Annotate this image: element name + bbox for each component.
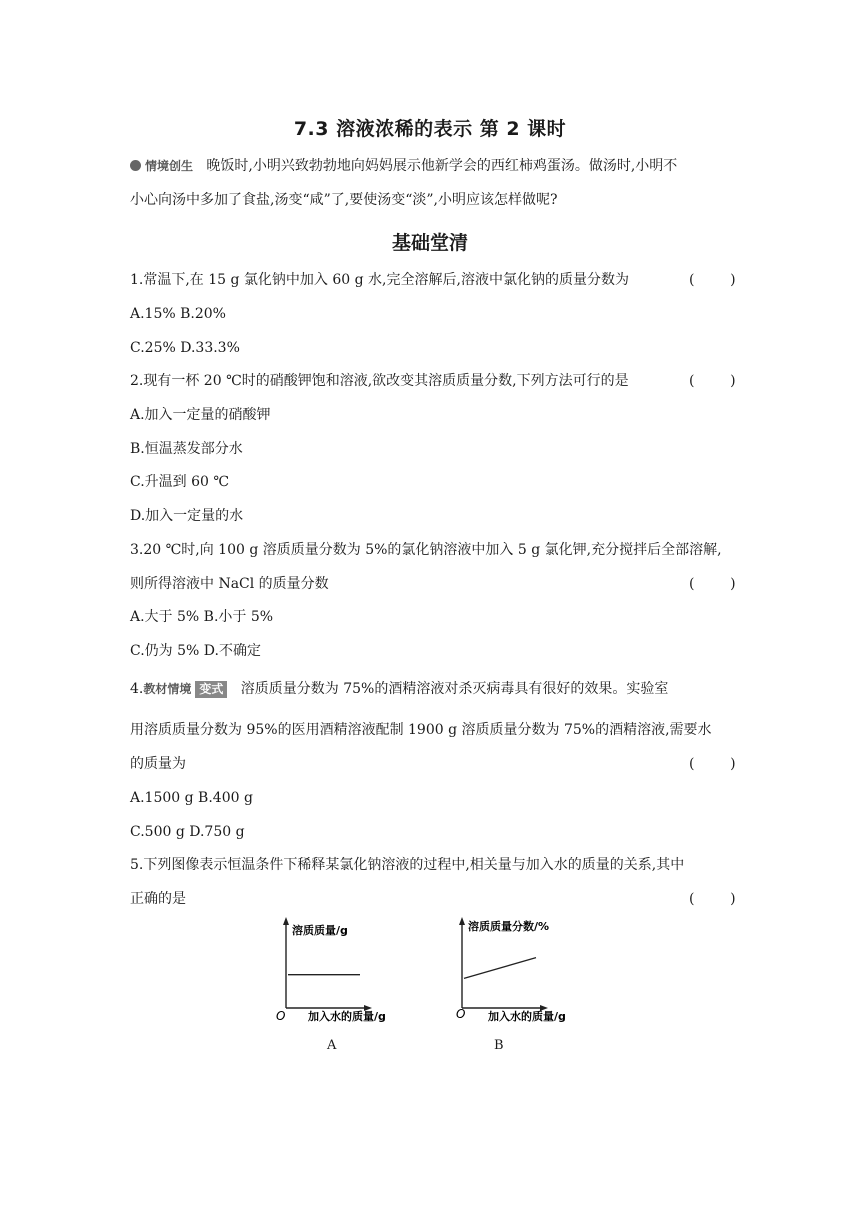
q4-badge-variant: 变式 xyxy=(195,681,227,698)
chart-b-origin: O xyxy=(456,1007,466,1021)
page-title: 7.3 溶液浓稀的表示 第 2 课时 xyxy=(293,118,567,140)
chart-a-caption: A xyxy=(327,1038,337,1053)
section-title: 基础堂清 xyxy=(391,232,468,254)
chart-a-y-arrow-icon xyxy=(283,917,289,925)
q5-stem-1: 5.下列图像表示恒温条件下稀释某氯化钠溶液的过程中,相关量与加入水的质量的关系,其中 xyxy=(130,857,685,873)
q4-stem-3: 的质量为 xyxy=(130,756,186,772)
intro-line-2: 小心向汤中多加了食盐,汤变“咸”了,要使汤变“淡”,小明应该怎样做呢? xyxy=(130,192,558,208)
q2-answer-blank: ( ) xyxy=(689,373,736,389)
q3-options-1: A.大于 5% B.小于 5% xyxy=(130,609,274,625)
q5-stem-2: 正确的是 xyxy=(130,891,186,907)
q4-stem-1 xyxy=(130,679,668,699)
q1-answer-blank: ( ) xyxy=(689,272,736,288)
q1-stem: 1.常温下,在 15 g 氯化钠中加入 60 g 水,完全溶解后,溶液中氯化钠的质量分数为 xyxy=(130,272,629,288)
q4-options-2: C.500 g D.750 g xyxy=(130,824,245,840)
chart-b-y-arrow-icon xyxy=(459,917,465,925)
chart-b xyxy=(452,914,582,1026)
q2-option-a: A.加入一定量的硝酸钾 xyxy=(130,407,271,423)
q1-options-2: C.25% D.33.3% xyxy=(130,340,240,356)
intro-line-1 xyxy=(130,156,677,176)
intro-badge-label: 情境创生 xyxy=(145,158,194,173)
q3-stem-2: 则所得溶液中 NaCl 的质量分数 xyxy=(130,576,329,592)
q4-text-1: 溶质质量分数为 75%的酒精溶液对杀灭病毒具有很好的效果。实验室 xyxy=(240,681,669,697)
q4-number: 4. xyxy=(130,681,144,697)
q4-options-1: A.1500 g B.400 g xyxy=(130,790,253,806)
intro-text-1: 晚饭时,小明兴致勃勃地向妈妈展示他新学会的西红柿鸡蛋汤。做汤时,小明不 xyxy=(206,158,678,174)
q4-badge xyxy=(143,681,227,698)
q2-stem: 2.现有一杯 20 ℃时的硝酸钾饱和溶液,欲改变其溶质质量分数,下列方法可行的是 xyxy=(130,373,629,389)
q1-options-1: A.15% B.20% xyxy=(130,306,226,322)
chart-b-xlabel: 加入水的质量/g xyxy=(488,1010,566,1023)
chart-b-series-line xyxy=(464,958,536,979)
q2-option-d: D.加入一定量的水 xyxy=(130,508,244,524)
chart-a-xlabel: 加入水的质量/g xyxy=(308,1010,386,1023)
intro-badge xyxy=(130,158,193,175)
lightbulb-icon xyxy=(130,160,141,171)
q3-stem-1: 3.20 ℃时,向 100 g 溶质质量分数为 5%的氯化钠溶液中加入 5 g 氯化钾,充分搅拌后全部溶解, xyxy=(130,542,722,558)
chart-b-caption: B xyxy=(494,1038,504,1053)
chart-b-ylabel: 溶质质量分数/% xyxy=(468,920,550,933)
q5-answer-blank: ( ) xyxy=(689,891,736,907)
q4-badge-label: 教材情境 xyxy=(143,681,192,696)
q4-answer-blank: ( ) xyxy=(689,756,736,772)
chart-a-origin: O xyxy=(276,1009,286,1023)
q4-stem-2: 用溶质质量分数为 95%的医用酒精溶液配制 1900 g 溶质质量分数为 75%的酒精溶液,需要水 xyxy=(130,722,712,738)
q2-option-c: C.升温到 60 ℃ xyxy=(130,474,230,490)
q2-option-b: B.恒温蒸发部分水 xyxy=(130,441,243,457)
q3-answer-blank: ( ) xyxy=(689,576,736,592)
chart-a-ylabel: 溶质质量/g xyxy=(292,924,348,937)
chart-a xyxy=(276,914,406,1026)
q3-options-2: C.仍为 5% D.不确定 xyxy=(130,643,261,659)
